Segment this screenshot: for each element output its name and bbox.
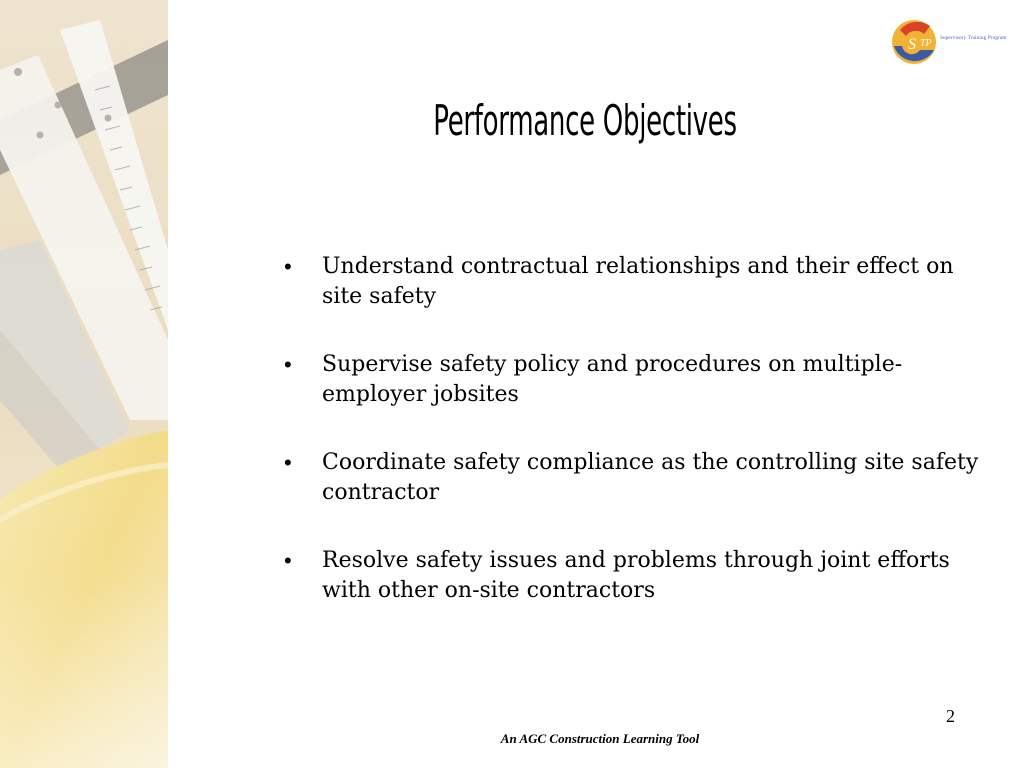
objective-item xyxy=(282,546,990,606)
logo-initials-glyph: S xyxy=(908,36,916,53)
objectives-list xyxy=(282,252,990,644)
bullet-icon: • xyxy=(284,548,292,573)
objective-text: Coordinate safety compliance as the controlling site safety contractor xyxy=(322,450,979,505)
objective-text: Understand contractual relationships and their effect on site safety xyxy=(322,254,954,309)
logo-tagline: Supervisory Training Program xyxy=(940,36,1007,41)
objective-text: Supervise safety policy and procedures on multiple-employer jobsites xyxy=(322,352,903,407)
objective-item xyxy=(282,350,990,410)
construction-photo-strip xyxy=(0,0,168,768)
bullet-icon: • xyxy=(284,450,292,475)
objective-text: Resolve safety issues and problems through joint efforts with other on-site contractors xyxy=(322,548,950,603)
footer-text: An AGC Construction Learning Tool xyxy=(500,731,700,746)
slide-title: Performance Objectives xyxy=(433,96,737,145)
bullet-icon: • xyxy=(284,352,292,377)
objective-item xyxy=(282,448,990,508)
objective-item xyxy=(282,252,990,312)
stp-logo-icon xyxy=(890,16,950,68)
bullet-icon: • xyxy=(284,254,292,279)
page-number: 2 xyxy=(946,706,955,726)
ruler-hardhat-illustration xyxy=(0,0,168,768)
svg-text:TP: TP xyxy=(920,38,932,49)
stp-logo xyxy=(890,16,1010,68)
